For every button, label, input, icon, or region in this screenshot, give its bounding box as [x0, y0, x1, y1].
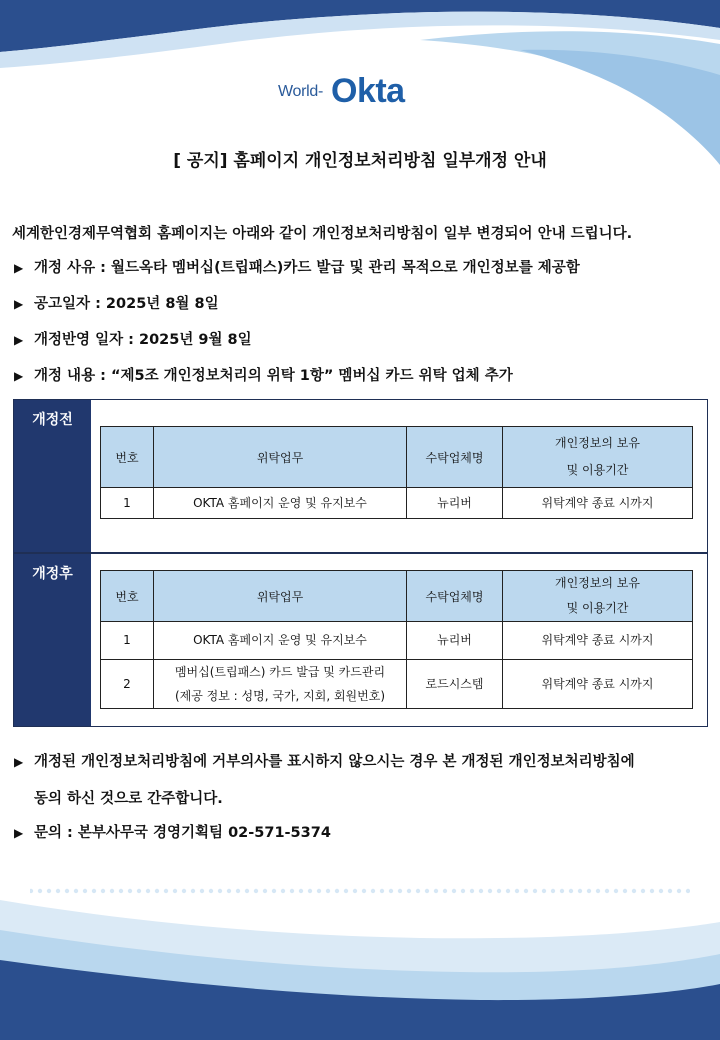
section-before-revision	[13, 399, 708, 553]
cell-task: OKTA 홈페이지 운영 및 유지보수	[154, 622, 407, 660]
before-table	[100, 426, 693, 519]
notice-title: [ 공지] 홈페이지 개인정보처리방침 일부개정 안내	[173, 151, 547, 171]
table-row	[101, 488, 693, 519]
header-company: 수탁업체명	[407, 427, 503, 488]
table-row	[101, 660, 693, 709]
consent-notice-line2: 동의 하신 것으로 간주합니다.	[34, 791, 223, 807]
bullet-revision-content-text: 개정 내용 : “제5조 개인정보처리의 위탁 1항” 멤버십 카드 위탁 업체 추가	[34, 368, 513, 384]
cell-no: 2	[101, 660, 154, 709]
consent-notice	[14, 750, 635, 771]
cell-company: 로드시스템	[407, 660, 503, 709]
cell-task: OKTA 홈페이지 운영 및 유지보수	[154, 488, 407, 519]
contact-info-text: 문의 : 본부사무국 경영기획팀 02-571-5374	[34, 825, 331, 841]
cell-company: 뉴리버	[407, 622, 503, 660]
header-no: 번호	[101, 571, 154, 622]
header-period: 개인정보의 보유 및 이용기간	[503, 427, 693, 488]
bullet-effective-date-text: 개정반영 일자 : 2025년 9월 8일	[34, 332, 252, 348]
header-no: 번호	[101, 427, 154, 488]
bottom-wave-decoration	[0, 860, 720, 1040]
contact-info	[14, 821, 331, 842]
table-header-row	[101, 571, 693, 622]
header-company: 수탁업체명	[407, 571, 503, 622]
cell-company: 뉴리버	[407, 488, 503, 519]
bullet-arrow-icon: ▶	[14, 297, 24, 311]
bullet-arrow-icon: ▶	[14, 261, 24, 275]
bullet-arrow-icon: ▶	[14, 755, 24, 769]
bullet-arrow-icon: ▶	[14, 333, 24, 347]
consent-notice-line1: 개정된 개인정보처리방침에 거부의사를 표시하지 않으시는 경우 본 개정된 개인정보처리방침에	[34, 754, 635, 770]
section-after-revision	[13, 553, 708, 727]
cell-period: 위탁계약 종료 시까지	[503, 488, 693, 519]
cell-task: 멤버십(트립패스) 카드 발급 및 카드관리 (제공 정보 : 성명, 국가, 지회, 회원번호)	[154, 660, 407, 709]
table-row	[101, 622, 693, 660]
section-label-after: 개정후	[14, 554, 91, 726]
intro-text: 세계한인경제무역협회 홈페이지는 아래와 같이 개인정보처리방침이 일부 변경되어 안내 드립니다.	[12, 226, 633, 242]
bullet-notice-date	[14, 292, 219, 313]
table-header-row	[101, 427, 693, 488]
cell-period: 위탁계약 종료 시까지	[503, 660, 693, 709]
bullet-arrow-icon: ▶	[14, 826, 24, 840]
bullet-reason-text: 개정 사유 : 월드옥타 멤버십(트립패스)카드 발급 및 관리 목적으로 개인정보를 제공함	[34, 260, 580, 276]
cell-no: 1	[101, 622, 154, 660]
bullet-notice-date-text: 공고일자 : 2025년 8월 8일	[34, 296, 219, 312]
bullet-effective-date	[14, 328, 252, 349]
bullet-revision-content	[14, 364, 513, 385]
section-label-before: 개정전	[14, 400, 91, 552]
bullet-arrow-icon: ▶	[14, 369, 24, 383]
bullet-reason	[14, 256, 580, 277]
logo-prefix: World-	[278, 83, 324, 100]
header-period: 개인정보의 보유 및 이용기간	[503, 571, 693, 622]
after-table	[100, 570, 693, 709]
header-task: 위탁업무	[154, 427, 407, 488]
cell-period: 위탁계약 종료 시까지	[503, 622, 693, 660]
cell-no: 1	[101, 488, 154, 519]
logo-name: Okta	[331, 72, 405, 110]
header-task: 위탁업무	[154, 571, 407, 622]
